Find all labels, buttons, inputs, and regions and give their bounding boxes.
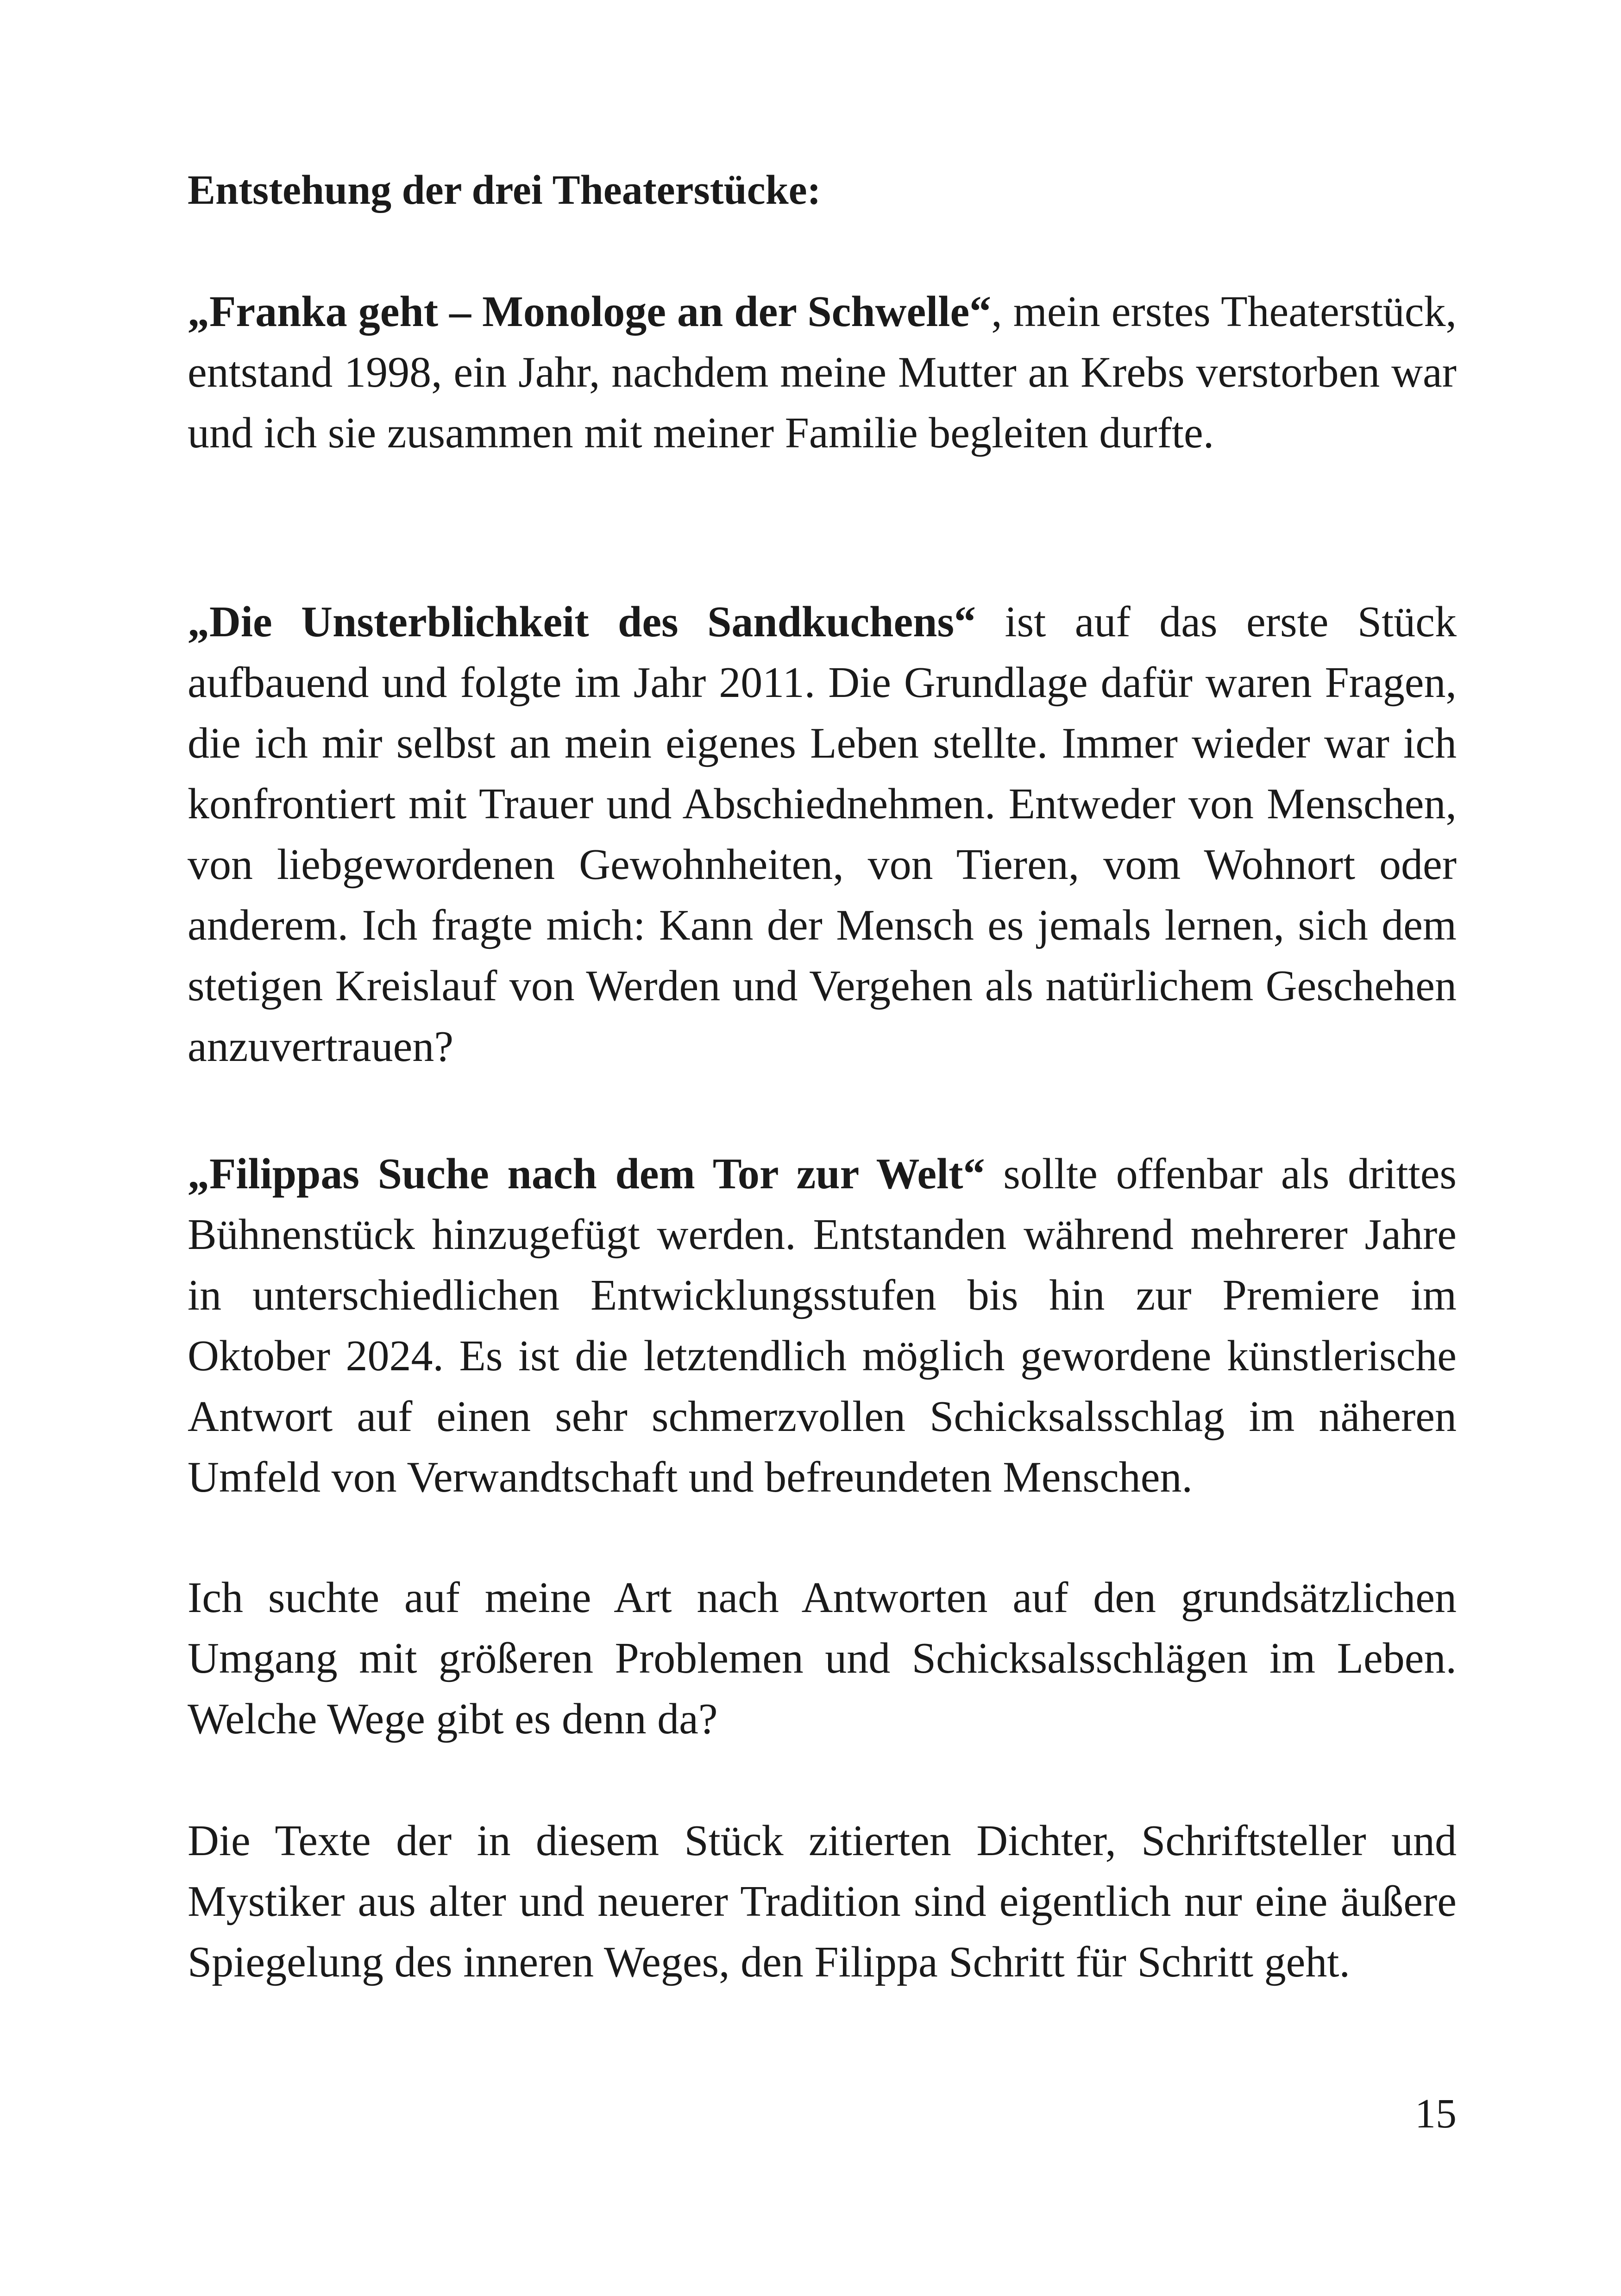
paragraph-sandkuchen (188, 592, 1457, 1077)
play-title-franka: „Franka geht – Monologe an der Schwelle“ (188, 288, 992, 336)
paragraph-text: sollte offenbar als drittes Bühnenstück hinzugefügt werden. Entstanden während mehrerer Jahre in unterschiedlichen Entwicklungsstufen bis hin zur Premiere im Oktober 2024. Es ist die letztendlich möglich gewordene künstlerische Antwort auf einen sehr schmerzvollen Schicksalsschlag im näheren Umfeld von Verwandtschaft und befreundeten Menschen. (188, 1150, 1457, 1501)
paragraph-franka (188, 282, 1457, 464)
paragraph-filippa (188, 1144, 1457, 1508)
play-title-sandkuchen: „Die Unsterblichkeit des Sandkuchens“ (188, 598, 976, 646)
paragraph-text: Ich suchte auf meine Art nach Antworten auf den grundsätzlichen Umgang mit größeren Problemen und Schicksalsschlägen im Leben. Welche Wege gibt es denn da? (188, 1574, 1457, 1743)
paragraph-texts (188, 1811, 1457, 1993)
page-number: 15 (1415, 2091, 1457, 2137)
paragraph-answers (188, 1568, 1457, 1750)
paragraph-text: , mein erstes Theaterstück, entstand 1998, ein Jahr, nachdem meine Mutter an Krebs verstorben war und ich sie zusammen mit meiner Familie begleiten durfte. (188, 288, 1457, 457)
paragraph-text: ist auf das erste Stück aufbauend und folgte im Jahr 2011. Die Grundlage dafür waren Fragen, die ich mir selbst an mein eigenes Leben stellte. Immer wieder war ich konfrontiert mit Trauer und Abschiednehmen. Entweder von Menschen, von liebgewordenen Gewohnheiten, von Tieren, vom Wohnort oder anderem. Ich fragte mich: Kann der Mensch es jemals lernen, sich dem stetigen Kreislauf von Werden und Vergehen als natürlichem Geschehen anzuvertrauen? (188, 598, 1457, 1071)
play-title-filippa: „Filippas Suche nach dem Tor zur Welt“ (188, 1150, 985, 1198)
page-heading: Entstehung der drei Theaterstücke: (188, 167, 821, 213)
paragraph-text: Die Texte der in diesem Stück zitierten Dichter, Schriftsteller und Mystiker aus alter und neuerer Tradition sind eigentlich nur eine äußere Spiegelung des inneren Weges, den Filippa Schritt für Schritt geht. (188, 1817, 1457, 1986)
